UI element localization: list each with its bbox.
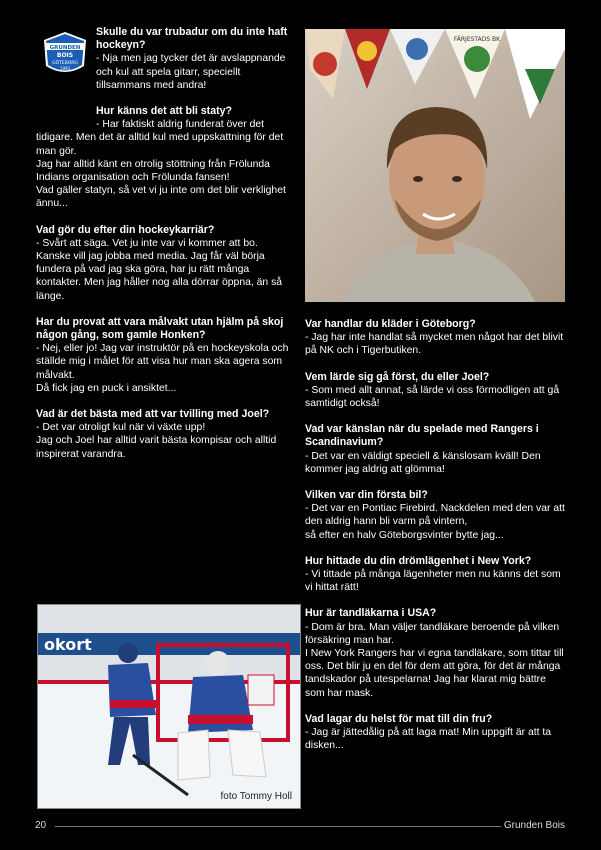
answer: - Vi tittade på många lägenheter men nu känns det som vi hittat rätt! (305, 569, 561, 594)
qa-item (305, 555, 567, 595)
footer-divider (55, 826, 501, 827)
question: Vad är det bästa med att var tvilling med Joel? (36, 408, 270, 421)
hockey-photo (37, 604, 301, 809)
question: Vilken var din första bil? (305, 489, 428, 502)
question: Hur känns det att bli staty? (96, 105, 232, 118)
logo-mid-text: BOIS (56, 52, 74, 59)
answer-rest: tidigare. Men det är alltid kul med uppskattning för det man gör. Jag har alltid känt en otrolig stöttning från Frölunda Indians organisation och Frölunda fansen! Vad gäller statyn, så vet vi ju inte om det blir verklighet ännu... (36, 132, 286, 210)
photo-credit: foto Tommy Holl (220, 791, 292, 802)
right-column (305, 318, 567, 765)
page-number: 20 (35, 820, 47, 831)
portrait-illustration (305, 29, 565, 302)
qa-item (305, 713, 567, 753)
board-text: okort (44, 635, 92, 654)
qa-item (305, 318, 567, 358)
answer: - Det var en väldigt speciell & känslosam kväll! Den kommer jag aldrig att glömma! (305, 450, 541, 475)
answer: - Dom är bra. Man väljer tandläkare beroende på vilken försäkring man har. I New York Rangers har vi egna tandläkare, som tittar till oss. Det blir ju en del för dem att göra, för det är många tandskador på utespelarna! Jag har klarat mig bättre som har mask. (305, 621, 564, 699)
answer: - Nej, eller jo! Jag var instruktör på en hockeyskola och ställde mig i målet för att visa hur man ska agera som målvakt. Då fick jag en puck i ansiktet... (36, 343, 289, 394)
pennant-text: FÄRJESTADS BK (453, 36, 501, 43)
logo-bottom-text: GÖTEBORG (52, 61, 78, 66)
qa-item (305, 489, 567, 542)
left-column (36, 26, 294, 474)
qa-item (305, 423, 567, 476)
question: Vad var känslan när du spelade med Rangers i Scandinavium? (305, 423, 539, 449)
answer: - Nja men jag tycker det är avslappnande och kul att spela gitarr, speciellt tillsammans med andra! (96, 53, 286, 91)
qa-item (36, 224, 294, 303)
answer: - Jag är jättedålig på att laga mat! Min uppgift är att ta disken... (305, 727, 552, 752)
answer: - Svårt att säga. Vet ju inte var vi kommer att bo. Kanske vill jag jobba med media. Jag får väl börja fundera på vad jag ska göra, har ju rätt många kontakter. Men jag håller nog alla dörrar öppna, än så länge. (36, 237, 283, 302)
question: Vem lärde sig gå först, du eller Joel? (305, 370, 490, 383)
question: Skulle du var trubadur om du inte haft hockeyn? (96, 26, 288, 52)
qa-item (36, 26, 294, 92)
answer: - Det var otroligt kul när vi växte upp! Jag och Joel har alltid varit bästa kompisar och alltid inspirerat varandra. (36, 422, 277, 460)
logo-top-text: GRUNDEN (49, 45, 81, 51)
question: Har du provat att vara målvakt utan hjälm på skoj någon gång, som gamle Honken? (36, 315, 284, 342)
magazine-name: Grunden Bois (503, 820, 565, 831)
answer (36, 118, 294, 210)
answer-first-line: - Har faktiskt aldrig funderat över det (96, 119, 265, 131)
qa-item (36, 316, 294, 395)
question: Hur är tandläkarna i USA? (305, 607, 437, 620)
answer: - Det var en Pontiac Firebird. Nackdelen med den var att den aldrig hann bli varm på vintern, så efter en halv Göteborgsvinter bytte jag... (305, 503, 565, 541)
qa-item (305, 607, 567, 699)
logo-year: 1993 (59, 66, 71, 71)
question: Vad lagar du helst för mat till din fru? (305, 712, 493, 725)
answer: - Jag har inte handlat så mycket men något har det blivit på NK och i Tigerbutiken. (305, 332, 564, 357)
qa-item (36, 105, 294, 211)
qa-item (36, 408, 294, 461)
portrait-photo (305, 29, 565, 302)
qa-item (305, 371, 567, 411)
answer: - Som med allt annat, så lärde vi oss förmodligen att gå samtidigt också! (305, 384, 560, 410)
question: Vad gör du efter din hockeykarriär? (36, 223, 215, 236)
hockey-illustration (38, 605, 300, 808)
question: Var handlar du kläder i Göteborg? (305, 318, 476, 330)
question: Hur hittade du din drömlägenhet i New York? (305, 554, 532, 567)
